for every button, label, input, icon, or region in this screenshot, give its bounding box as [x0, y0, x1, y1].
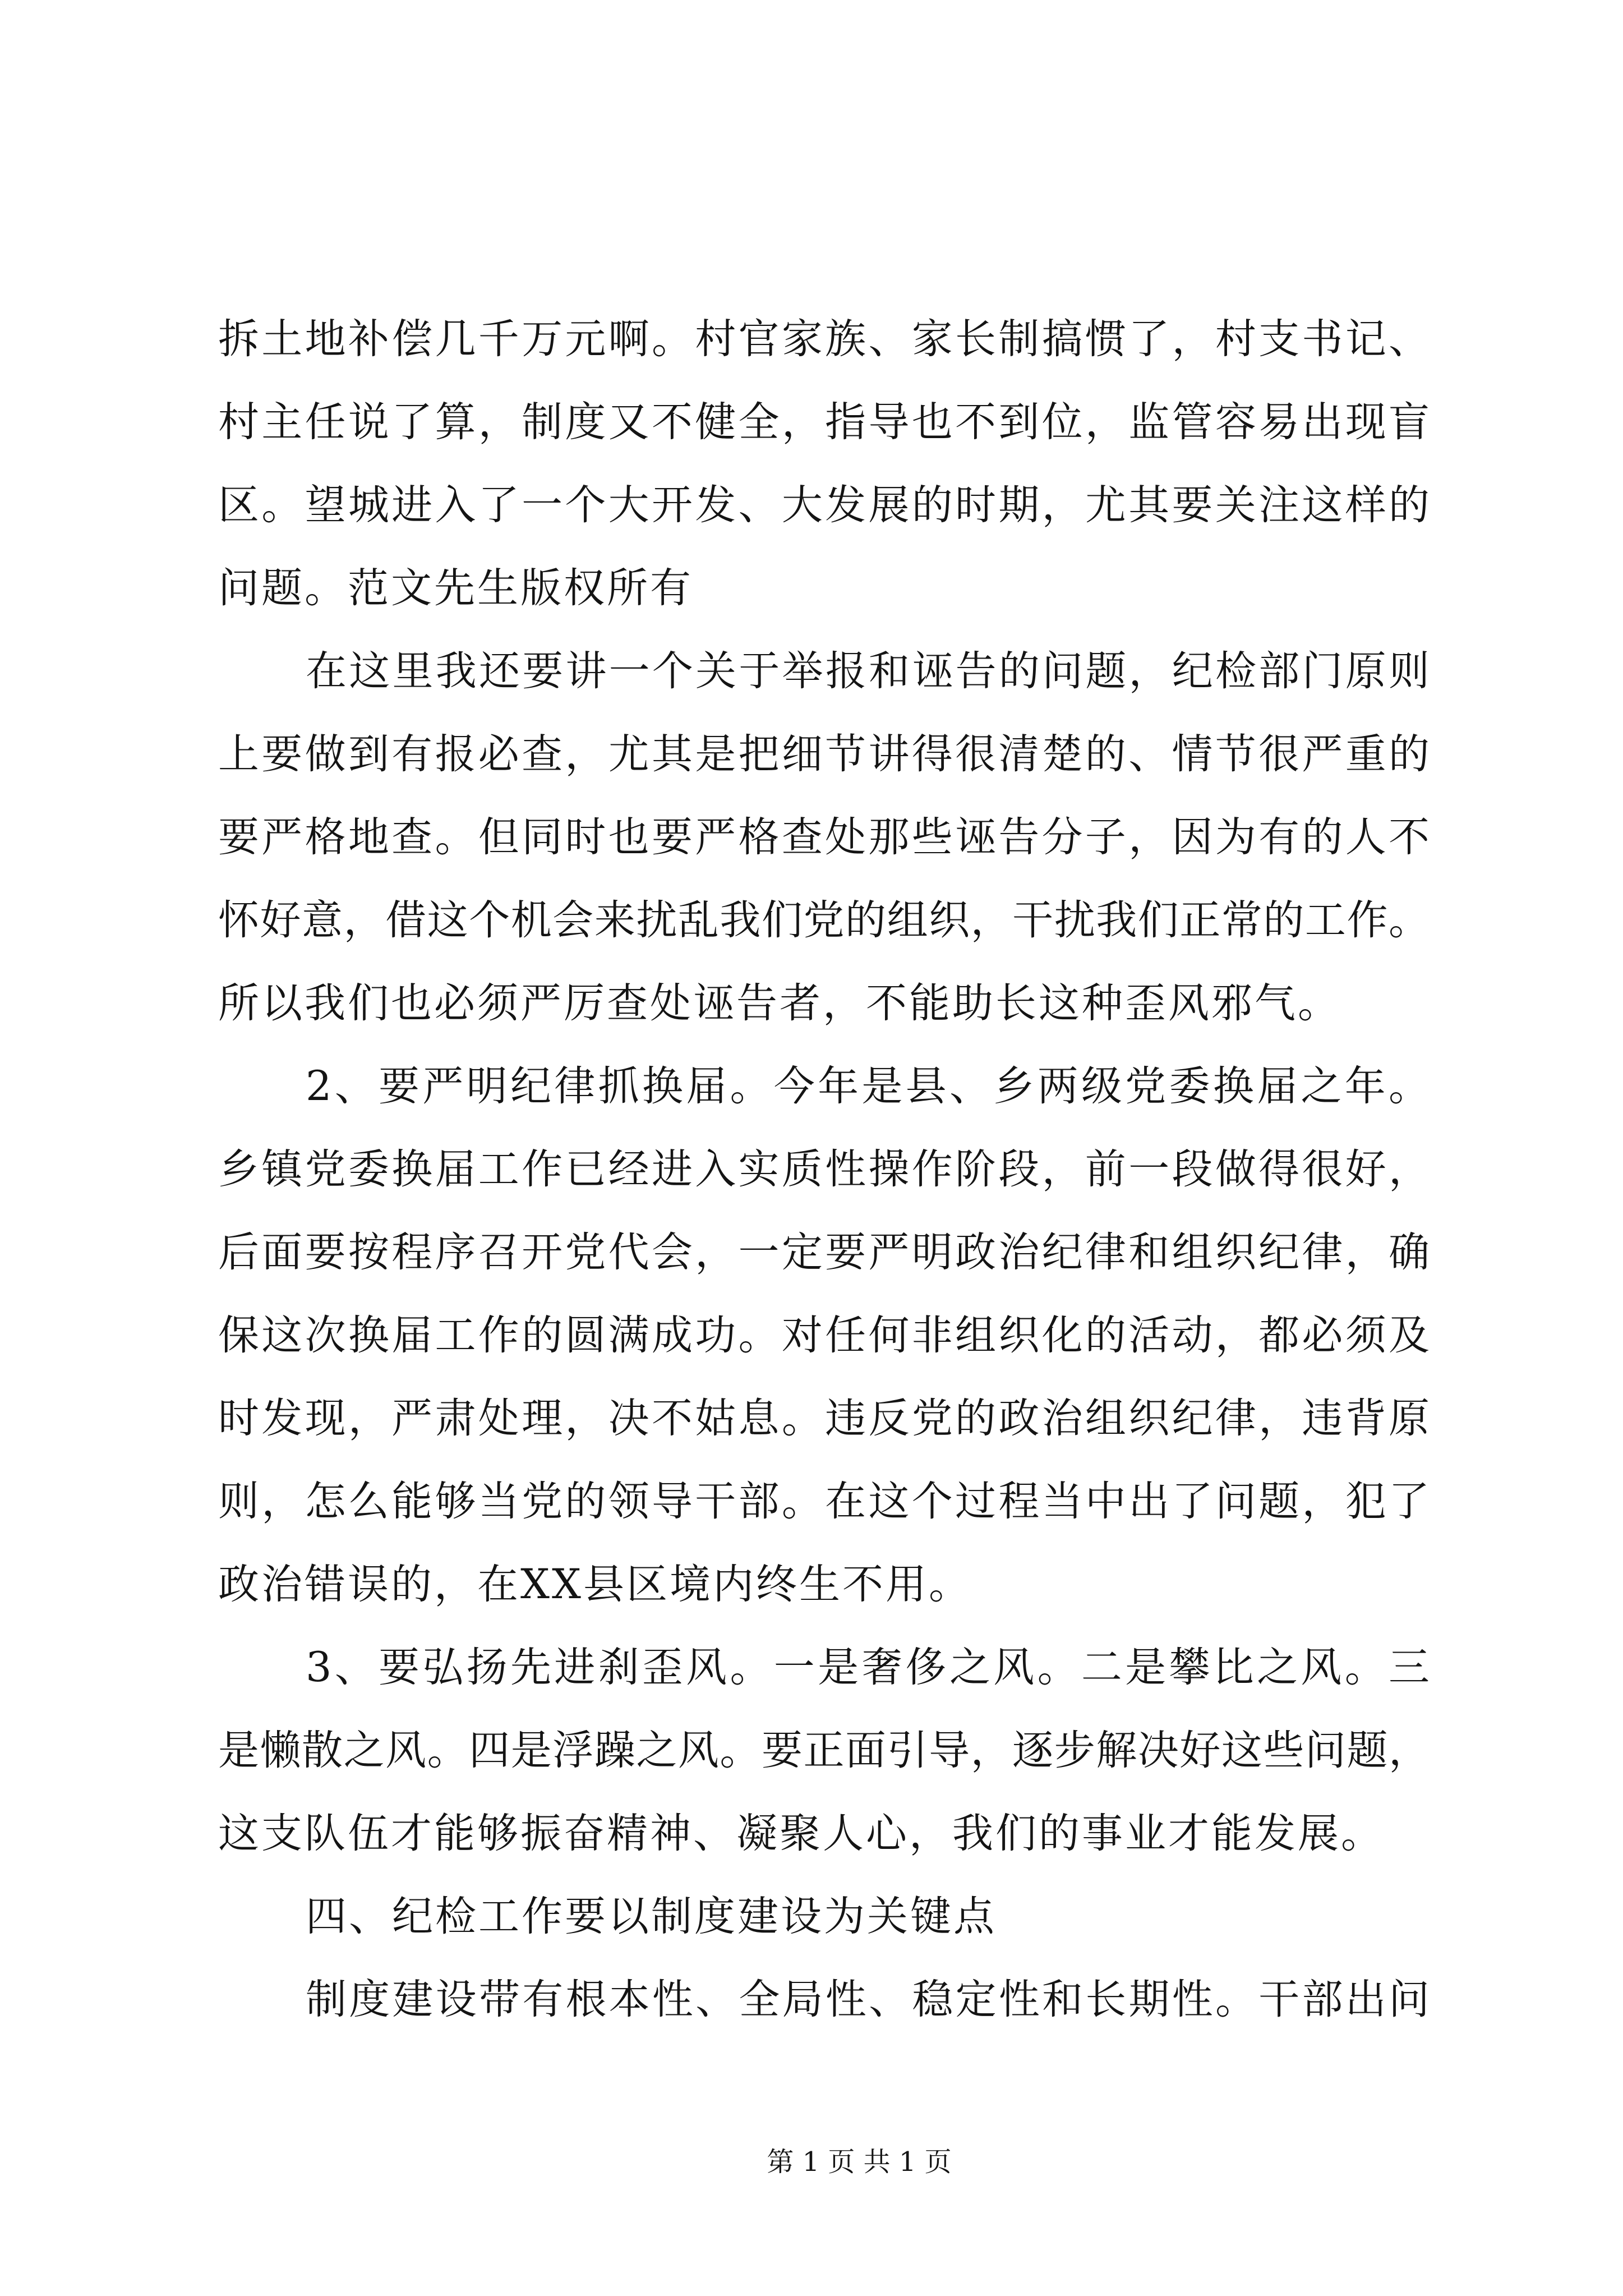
section-heading: [218, 1875, 1430, 1958]
text-line: 3、要弘扬先进刹歪风。一是奢侈之风。二是攀比之风。三: [306, 1644, 1430, 1691]
text-line: 这支队伍才能够振奋精神、凝聚人心，我们的事业才能发展。: [218, 1810, 1384, 1857]
text-line: 问题。范文先生版权所有: [218, 564, 693, 612]
text-line: 乡镇党委换届工作已经进入实质性操作阶段，前一段做得很好，: [218, 1145, 1430, 1193]
text-line: 怀好意，借这个机会来扰乱我们党的组织，干扰我们正常的工作。: [218, 896, 1430, 944]
text-line: 后面要按程序召开党代会，一定要严明政治纪律和组织纪律，确: [218, 1228, 1430, 1276]
paragraph: [218, 1958, 1430, 2041]
page-number-label: 第 1 页 共 1 页: [767, 2146, 952, 2178]
paragraph: [218, 1045, 1430, 1626]
text-line: 制度建设带有根本性、全局性、稳定性和长期性。干部出问: [306, 1976, 1430, 2023]
paragraph: [218, 1626, 1430, 1875]
text-line: 是懒散之风。四是浮躁之风。要正面引导，逐步解决好这些问题，: [218, 1727, 1430, 1774]
text-line: 区。望城进入了一个大开发、大发展的时期，尤其要关注这样的: [218, 481, 1430, 529]
text-line: 时发现，严肃处理，决不姑息。违反党的政治组织纪律，违背原: [218, 1395, 1430, 1442]
text-line: 则，怎么能够当党的领导干部。在这个过程当中出了问题，犯了: [218, 1478, 1430, 1525]
text-line: 2、要严明纪律抓换届。今年是县、乡两级党委换届之年。: [306, 1062, 1430, 1110]
text-line: 在这里我还要讲一个关于举报和诬告的问题，纪检部门原则: [306, 647, 1430, 695]
text-line: 上要做到有报必查，尤其是把细节讲得很清楚的、情节很严重的: [218, 730, 1430, 778]
page-footer: [0, 2144, 1623, 2180]
text-line: 拆土地补偿几千万元啊。村官家族、家长制搞惯了，村支书记、: [218, 315, 1430, 363]
document-body: [218, 298, 1430, 2041]
text-line: 四、纪检工作要以制度建设为关键点: [306, 1893, 997, 1940]
text-line: 村主任说了算，制度又不健全，指导也不到位，监管容易出现盲: [218, 398, 1430, 446]
text-line: 所以我们也必须严厉查处诬告者，不能助长这种歪风邪气。: [218, 979, 1341, 1027]
paragraph: [218, 298, 1430, 630]
paragraph: [218, 630, 1430, 1045]
text-line: 保这次换届工作的圆满成功。对任何非组织化的活动，都必须及: [218, 1312, 1430, 1359]
text-line: 政治错误的，在XX县区境内终生不用。: [218, 1561, 972, 1608]
text-line: 要严格地查。但同时也要严格查处那些诬告分子，因为有的人不: [218, 813, 1430, 861]
